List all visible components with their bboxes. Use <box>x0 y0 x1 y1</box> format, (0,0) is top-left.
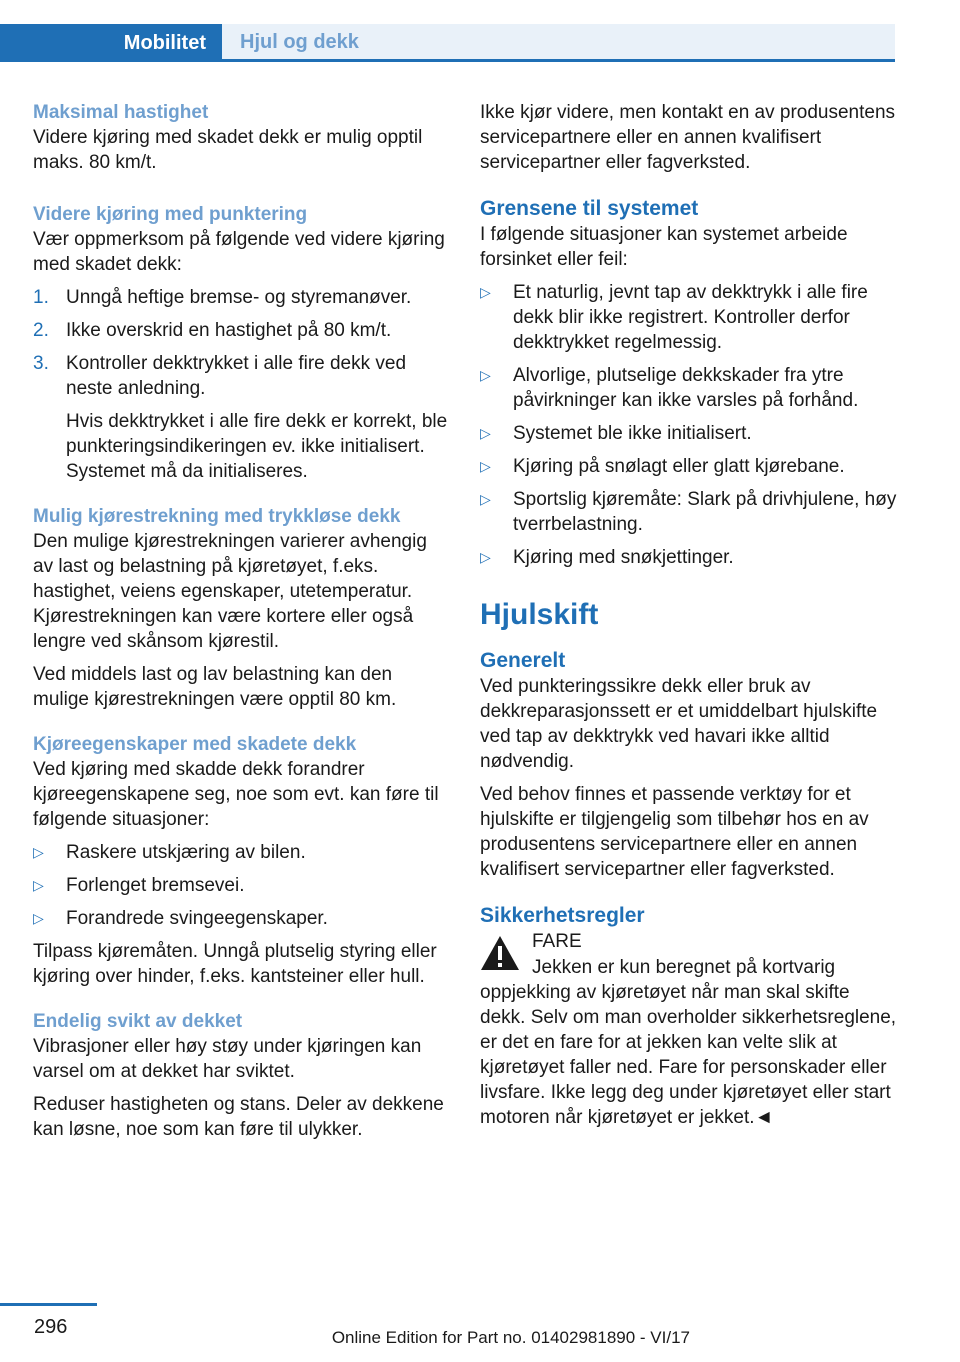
chapter-title: Hjulskift <box>480 598 599 631</box>
triangle-bullet-icon: ▷ <box>480 458 491 474</box>
triangle-bullet-icon: ▷ <box>33 844 44 860</box>
triangle-bullet-icon: ▷ <box>33 877 44 893</box>
list-item: 1. Unngå heftige bremse- og styremanøver. <box>33 287 412 308</box>
numbered-list <box>33 285 451 484</box>
section-title: Endelig svikt av dekket <box>33 1011 243 1032</box>
header-rule <box>0 59 895 62</box>
list-item: 3. Kontroller dekktrykket i alle fire dekk ved neste anledning. Hvis dekktrykket i alle fire dekk er korrekt, ble punkteringsindikeringen ev. ikke initialisert. Systemet må da initialiseres. <box>33 351 451 484</box>
paragraph: Den mulige kjørestrekningen varierer avhengig av last og belastning på kjøretøyet, f.eks. hastighet, veiens egenskaper, utetemperatur. Kjørestrekningen kan være kortere eller også lengre ved skånsom kjørestil. <box>33 531 427 652</box>
list-item: ▷ Sportslig kjøremåte: Slark på drivhjulene, høy tverrbelastning. <box>480 489 897 535</box>
paragraph: Videre kjøring med skadet dekk er mulig opptil maks. 80 km/t. <box>33 127 423 173</box>
section-title: Generelt <box>480 649 566 672</box>
section-title: Grensene til systemet <box>480 197 699 220</box>
list-item-note: Hvis dekktrykket i alle fire dekk er korrekt, ble punkteringsindikeringen ev. ikke initialisert. Systemet må da initialiseres. <box>66 411 448 482</box>
triangle-bullet-icon: ▷ <box>33 910 44 926</box>
bullet-list <box>480 280 898 570</box>
paragraph: Vær oppmerksom på følgende ved videre kjøring med skadet dekk: <box>33 229 445 275</box>
list-item: ▷ Forlenget bremsevei. <box>33 875 245 896</box>
triangle-bullet-icon: ▷ <box>480 367 491 383</box>
edition-note: Online Edition for Part no. 01402981890 - VI/17 <box>331 1328 690 1347</box>
section-title: Maksimal hastighet <box>33 102 209 123</box>
tab-hjul-og-dekk[interactable]: Hjul og dekk <box>222 24 895 59</box>
footer-rule <box>0 1303 97 1306</box>
paragraph: Ved behov finnes et passende verktøy for et hjulskifte er tilgjengelig som tilbehør hos en av produsentens servicepartnere eller en annen kvalifisert servicepartner eller fagverksted. <box>480 784 869 880</box>
list-item: ▷ Kjøring med snøkjettinger. <box>480 547 734 568</box>
section-title: Mulig kjørestrekning med trykkløse dekk <box>33 506 401 527</box>
triangle-bullet-icon: ▷ <box>480 491 491 507</box>
triangle-bullet-icon: ▷ <box>480 284 491 300</box>
warning-text: Jekken er kun beregnet på kortvarig oppjekking av kjøretøyet når man skal skifte dekk. Selv om man overholder sikkerhetsreglene, er det en fare for at jekken kan velte slik at kjøretøyet faller ned. Fare for personskader eller livsfare. Ikke legg deg under kjøretøyet eller start motoren når kjøretøyet er jekket.◄ <box>480 957 897 1128</box>
header-tabs <box>0 24 895 62</box>
list-item: ▷ Et naturlig, jevnt tap av dekktrykk i alle fire dekk blir ikke registrert. Kontroller derfor dekktrykket regelmessig. <box>480 282 868 353</box>
bullet-list <box>33 840 451 931</box>
section-title: Sikkerhetsregler <box>480 904 645 927</box>
tab-mobilitet[interactable]: Mobilitet <box>0 24 222 62</box>
paragraph: Tilpass kjøremåten. Unngå plutselig styring eller kjøring over hinder, f.eks. kantsteiner eller hull. <box>33 941 437 987</box>
triangle-bullet-icon: ▷ <box>480 425 491 441</box>
left-column <box>33 100 451 1150</box>
list-item: ▷ Systemet ble ikke initialisert. <box>480 423 752 444</box>
right-column <box>480 100 898 1138</box>
warning-block <box>480 929 898 981</box>
warning-triangle-icon <box>480 935 520 971</box>
section-title: Videre kjøring med punktering <box>33 204 308 225</box>
paragraph: Reduser hastigheten og stans. Deler av dekkene kan løsne, noe som kan føre til ulykker. <box>33 1094 444 1140</box>
list-item: 2. Ikke overskrid en hastighet på 80 km/t. <box>33 320 392 341</box>
paragraph: I følgende situasjoner kan systemet arbeide forsinket eller feil: <box>480 224 848 270</box>
paragraph: Vibrasjoner eller høy støy under kjøringen kan varsel om at dekket har sviktet. <box>33 1036 422 1082</box>
paragraph: Ved kjøring med skadde dekk forandrer kjøreegenskapene seg, noe som evt. kan føre til følgende situasjoner: <box>33 759 439 830</box>
list-item: ▷ Kjøring på snølagt eller glatt kjørebane. <box>480 456 845 477</box>
warning-label: FARE <box>532 931 582 952</box>
list-item: ▷ Forandrede svingeegenskaper. <box>33 908 328 929</box>
paragraph: Ved punkteringssikre dekk eller bruk av dekkreparasjonssett er et umiddelbart hjulskifte ved tap av dekktrykk ved havari ikke alltid nødvendig. <box>480 676 878 772</box>
section-title: Kjøreegenskaper med skadete dekk <box>33 734 357 755</box>
list-item: ▷ Alvorlige, plutselige dekkskader fra ytre påvirkninger kan ikke varsles på forhånd. <box>480 365 859 411</box>
paragraph: Ved middels last og lav belastning kan den mulige kjørestrekningen være opptil 80 km. <box>33 664 397 710</box>
list-item: ▷ Raskere utskjæring av bilen. <box>33 842 306 863</box>
triangle-bullet-icon: ▷ <box>480 549 491 565</box>
page-number: 296 <box>34 1316 68 1338</box>
paragraph: Ikke kjør videre, men kontakt en av produsentens servicepartnere eller en annen kvalifisert servicepartner eller fagverksted. <box>480 102 896 173</box>
